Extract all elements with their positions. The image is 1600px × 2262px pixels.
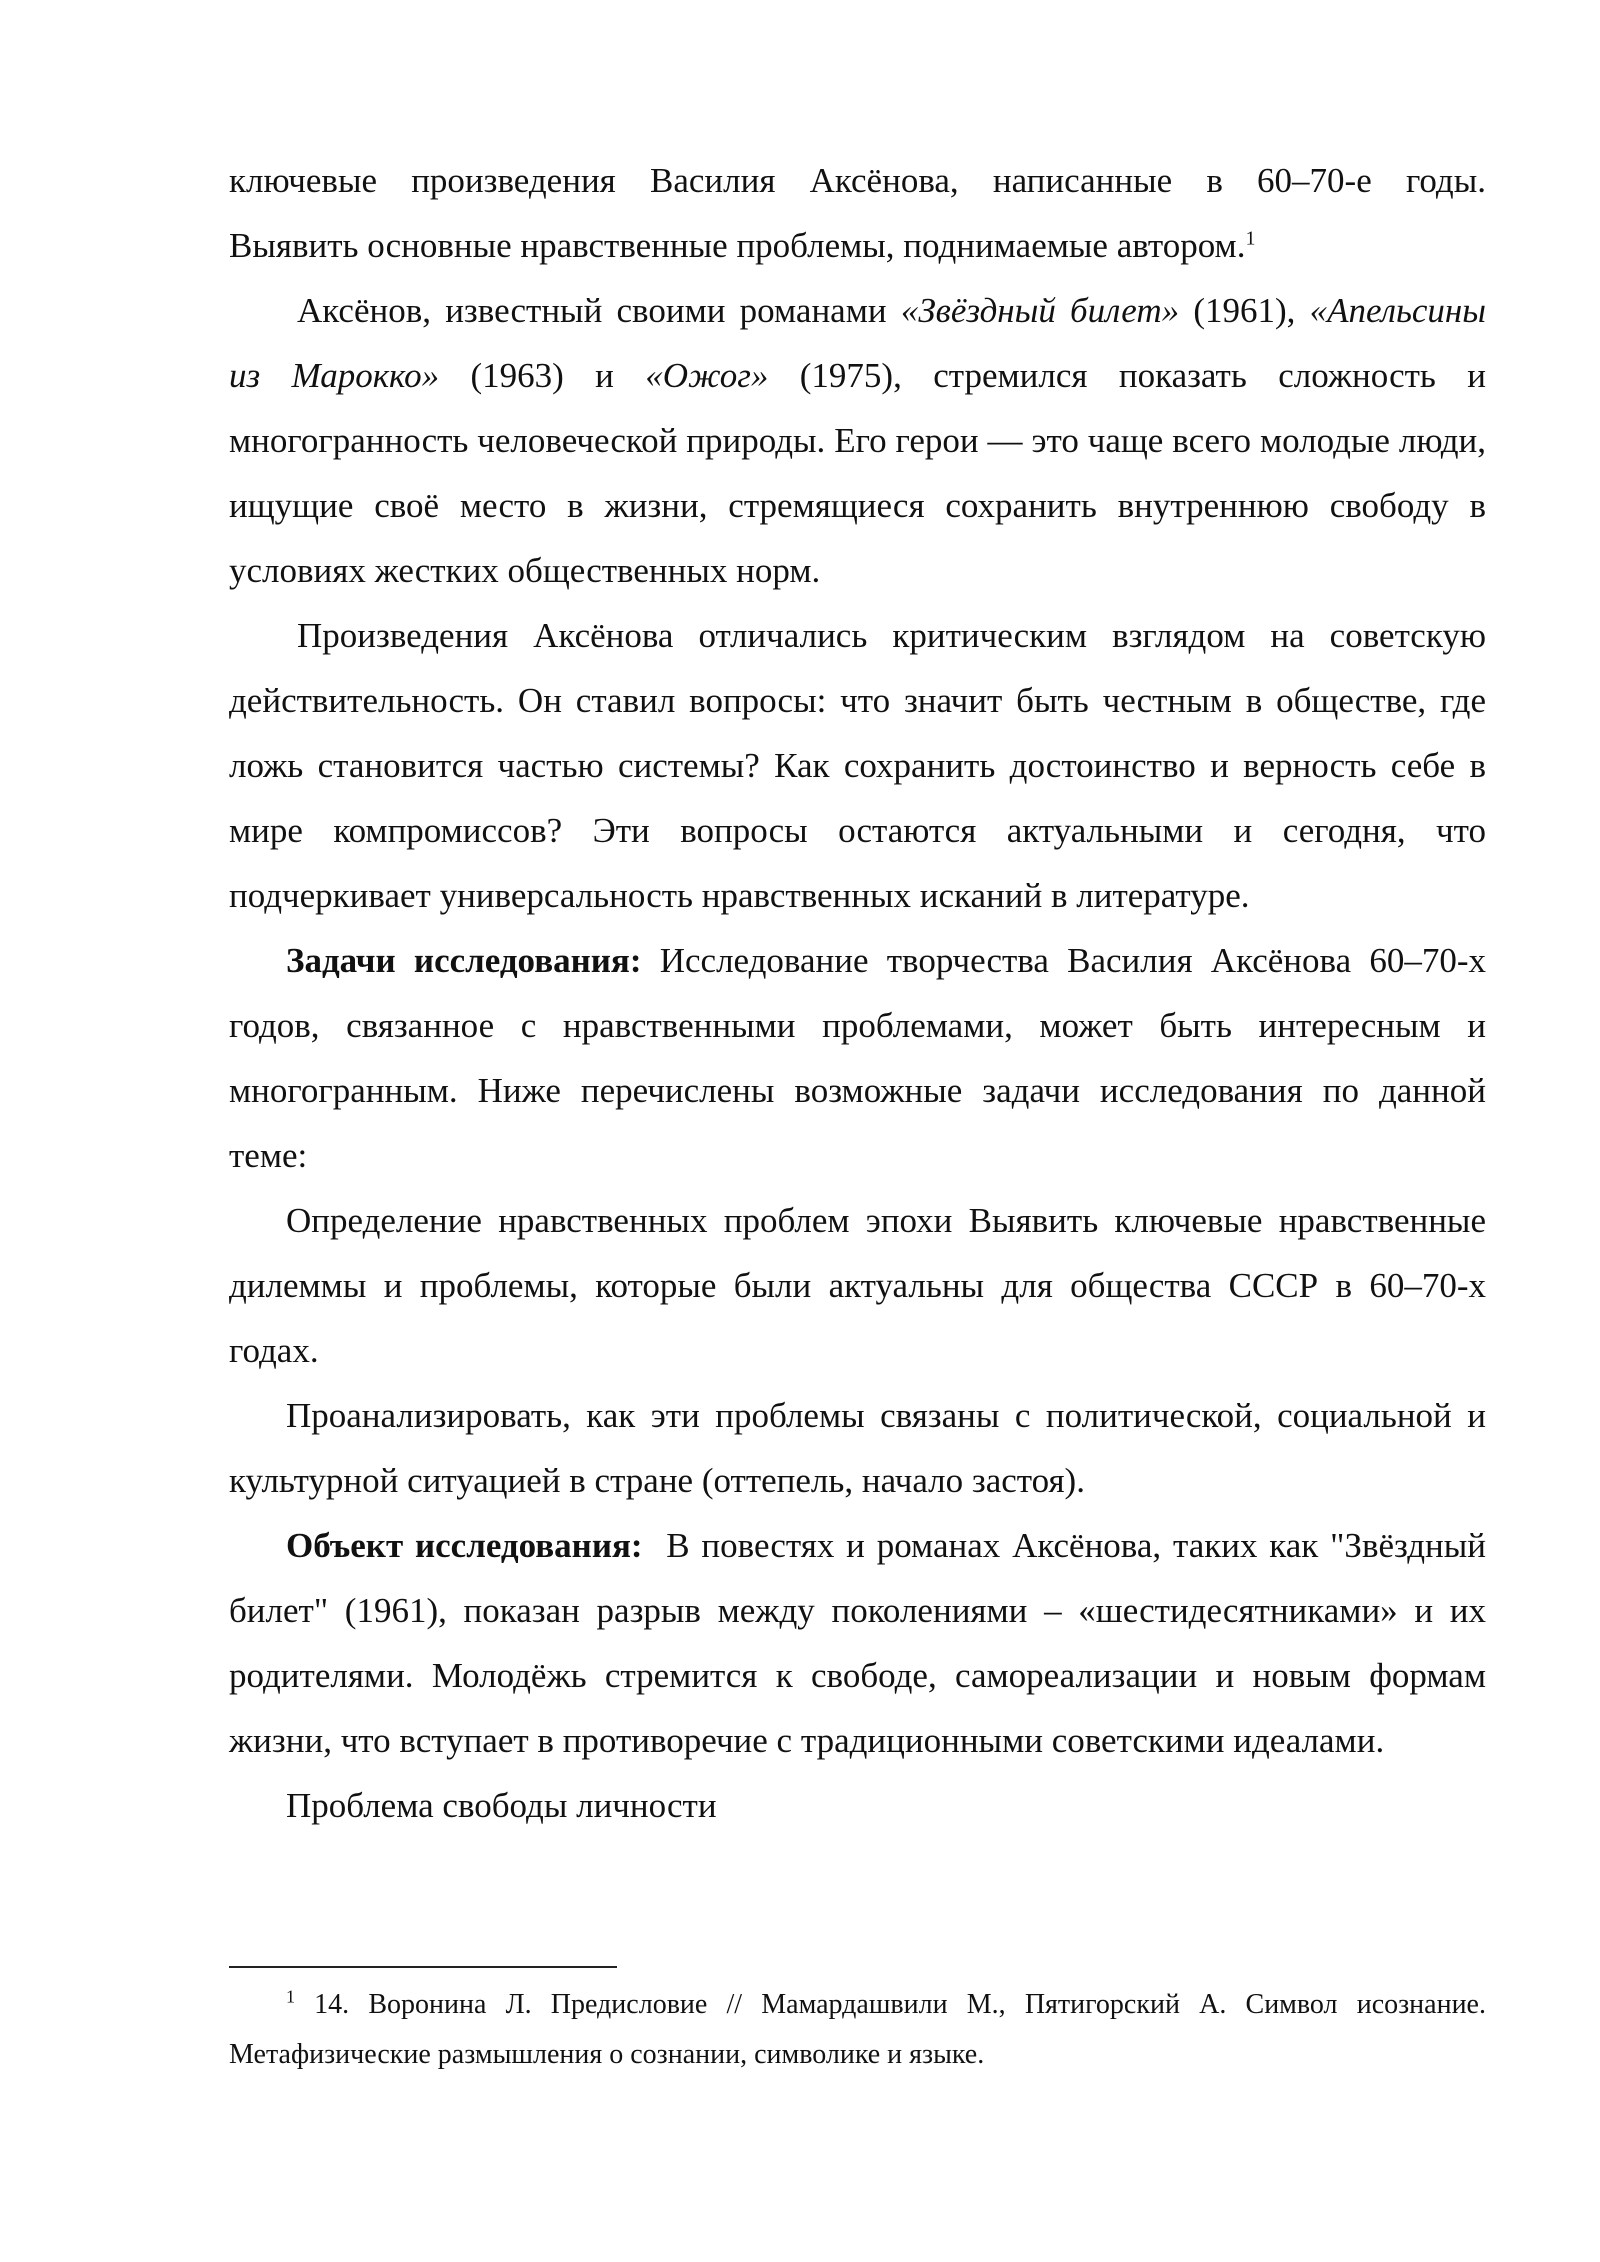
footnote-content: 14. Воронина Л. Предисловие // Мамардашвили М., Пятигорский А. Символ исознание. Метафизические размышления о сознании, символике и языке. <box>229 1989 1486 2070</box>
footnote <box>229 1980 1486 2080</box>
book-title-star-ticket: «Звёздный билет» <box>900 291 1180 330</box>
paragraph-analysis: Проанализировать, как эти проблемы связаны с политической, социальной и культурной ситуацией в стране (оттепель, начало застоя). <box>229 1396 1486 1500</box>
paragraph-text: (1963) и <box>439 356 646 395</box>
paragraph-text: Выявить основные нравственные проблемы, поднимаемые автором. <box>229 226 1246 265</box>
paragraph-research-tasks <box>229 928 1486 1188</box>
paragraph-text: В повестях и романах Аксёнова, таких как "Звёздный билет" (1961), показан разрыв между поколениями – «шестидесятниками» и их родителями. Молодёжь стремится к свободе, самореализации и новым формам жизни, что вступает в противоречие с традиционными советскими идеалами. <box>229 1526 1495 1760</box>
book-title-oranges: «Апельсины из Марокко» <box>229 291 1486 395</box>
document-body <box>229 148 1495 1838</box>
paragraph-intro-line2 <box>229 213 1486 278</box>
section-label-object: Объект исследования: <box>286 1526 643 1565</box>
footnote-text <box>229 1980 1486 2080</box>
paragraph-critical-view: Произведения Аксёнова отличались критическим взглядом на советскую действительность. Он ставил вопросы: что значит быть честным в обществе, где ложь становится частью системы? Как сохранить достоинство и верность себе в мире компромиссов? Эти вопросы остаются актуальными и сегодня, что подчеркивает универсальность нравственных исканий в литературе. <box>229 616 1486 915</box>
section-label-tasks: Задачи исследования: <box>286 941 642 980</box>
paragraph-aksenov-novels <box>229 278 1486 603</box>
paragraph-text: (1975), стремился показать сложность и многогранность человеческой природы. Его герои — это чаще всего молодые люди, ищущие своё место в жизни, стремящиеся сохранить внутреннюю свободу в условиях жестких общественных норм. <box>229 356 1486 590</box>
paragraph-text: (1961), <box>1179 291 1310 330</box>
footnote-separator <box>229 1966 617 1968</box>
paragraph-text: Исследование творчества Василия Аксёнова 60–70-х годов, связанное с нравственными проблемами, может быть интересным и многогранным. Ниже перечислены возможные задачи исследования по данной теме: <box>229 941 1486 1175</box>
book-title-burn: «Ожог» <box>645 356 769 395</box>
paragraph-text: ключевые произведения Василия Аксёнова, написанные в 60–70-е годы. <box>229 161 1486 200</box>
paragraph-intro-line1 <box>229 148 1486 213</box>
footnote-reference[interactable]: 1 <box>1245 227 1256 250</box>
paragraph-text: Аксёнов, известный своими романами <box>297 291 901 330</box>
paragraph-freedom: Проблема свободы личности <box>286 1786 717 1825</box>
paragraph-research-object <box>229 1513 1495 1773</box>
footnote-mark: 1 <box>286 1986 295 2007</box>
paragraph-moral-problems: Определение нравственных проблем эпохи Выявить ключевые нравственные дилеммы и проблемы, которые были актуальны для общества СССР в 60–70-х годах. <box>229 1201 1486 1370</box>
